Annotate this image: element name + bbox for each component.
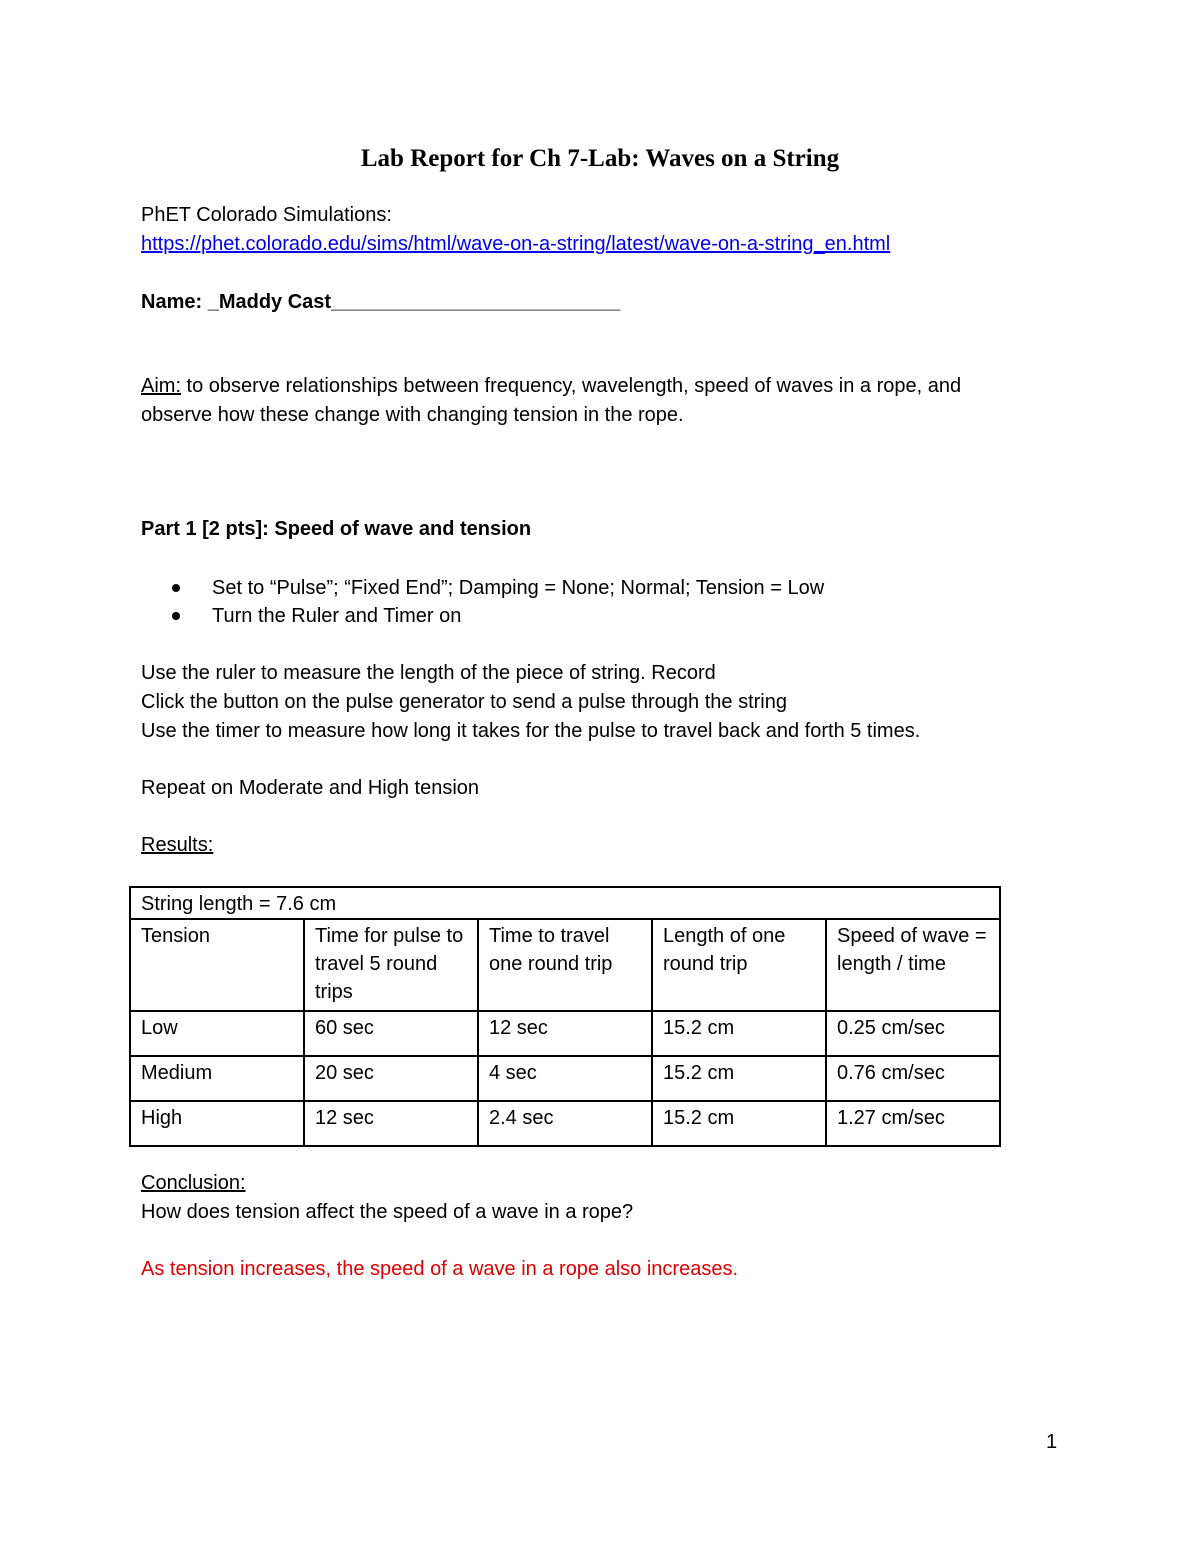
setup-bullet-list (172, 574, 824, 630)
bullet-item: Turn the Ruler and Timer on (172, 602, 824, 630)
results-table (129, 886, 1001, 1147)
table-cell: Medium (130, 1056, 304, 1101)
instruction-line: Click the button on the pulse generator to send a pulse through the string (141, 691, 787, 713)
table-cell: 4 sec (478, 1056, 652, 1101)
header-cell: Tension (130, 919, 304, 1011)
document-title: Lab Report for Ch 7-Lab: Waves on a String (360, 145, 840, 172)
table-row (130, 1011, 1000, 1056)
conclusion-question: How does tension affect the speed of a wave in a rope? (141, 1201, 634, 1223)
aim-text-2: observe how these change with changing tension in the rope. (141, 404, 684, 426)
header-cell: Time to travel one round trip (478, 919, 652, 1011)
table-cell: 0.25 cm/sec (826, 1011, 1000, 1056)
table-cell: Low (130, 1011, 304, 1056)
table-cell: 60 sec (304, 1011, 478, 1056)
bullet-dot-icon (172, 584, 180, 592)
results-label: Results: (141, 834, 214, 856)
table-cell: High (130, 1101, 304, 1146)
table-cell: 12 sec (478, 1011, 652, 1056)
repeat-instruction: Repeat on Moderate and High tension (141, 777, 480, 799)
table-cell: 0.76 cm/sec (826, 1056, 1000, 1101)
aim-label: Aim: (141, 375, 181, 397)
table-row (130, 1101, 1000, 1146)
table-cell: 15.2 cm (652, 1101, 826, 1146)
header-cell: Time for pulse to travel 5 round trips (304, 919, 478, 1011)
table-cell: 20 sec (304, 1056, 478, 1101)
aim-line-1 (141, 374, 961, 398)
header-cell: Length of one round trip (652, 919, 826, 1011)
table-cell: 15.2 cm (652, 1011, 826, 1056)
student-name-field: Name: _Maddy Cast__________________________ (141, 291, 621, 313)
bullet-dot-icon (172, 612, 180, 620)
instruction-line: Use the timer to measure how long it takes for the pulse to travel back and forth 5 times. (141, 720, 921, 742)
string-length-cell: String length = 7.6 cm (130, 887, 1000, 919)
part1-heading: Part 1 [2 pts]: Speed of wave and tension (141, 518, 532, 540)
table-header-row (130, 919, 1000, 1011)
simulation-label: PhET Colorado Simulations: (141, 204, 392, 226)
header-cell: Speed of wave = length / time (826, 919, 1000, 1011)
table-cell: 12 sec (304, 1101, 478, 1146)
bullet-item: Set to “Pulse”; “Fixed End”; Damping = None; Normal; Tension = Low (172, 574, 824, 602)
instruction-line: Use the ruler to measure the length of the piece of string. Record (141, 662, 716, 684)
table-cell: 1.27 cm/sec (826, 1101, 1000, 1146)
page-number: 1 (1046, 1431, 1058, 1453)
table-row (130, 1056, 1000, 1101)
simulation-link[interactable]: https://phet.colorado.edu/sims/html/wave-on-a-string/latest/wave-on-a-string_en.html (141, 233, 891, 255)
table-cell: 2.4 sec (478, 1101, 652, 1146)
conclusion-label: Conclusion: (141, 1172, 246, 1194)
table-cell: 15.2 cm (652, 1056, 826, 1101)
aim-text-1: to observe relationships between frequency, wavelength, speed of waves in a rope, and (181, 375, 962, 397)
conclusion-answer: As tension increases, the speed of a wave in a rope also increases. (141, 1258, 739, 1280)
table-caption-row (130, 887, 1000, 919)
